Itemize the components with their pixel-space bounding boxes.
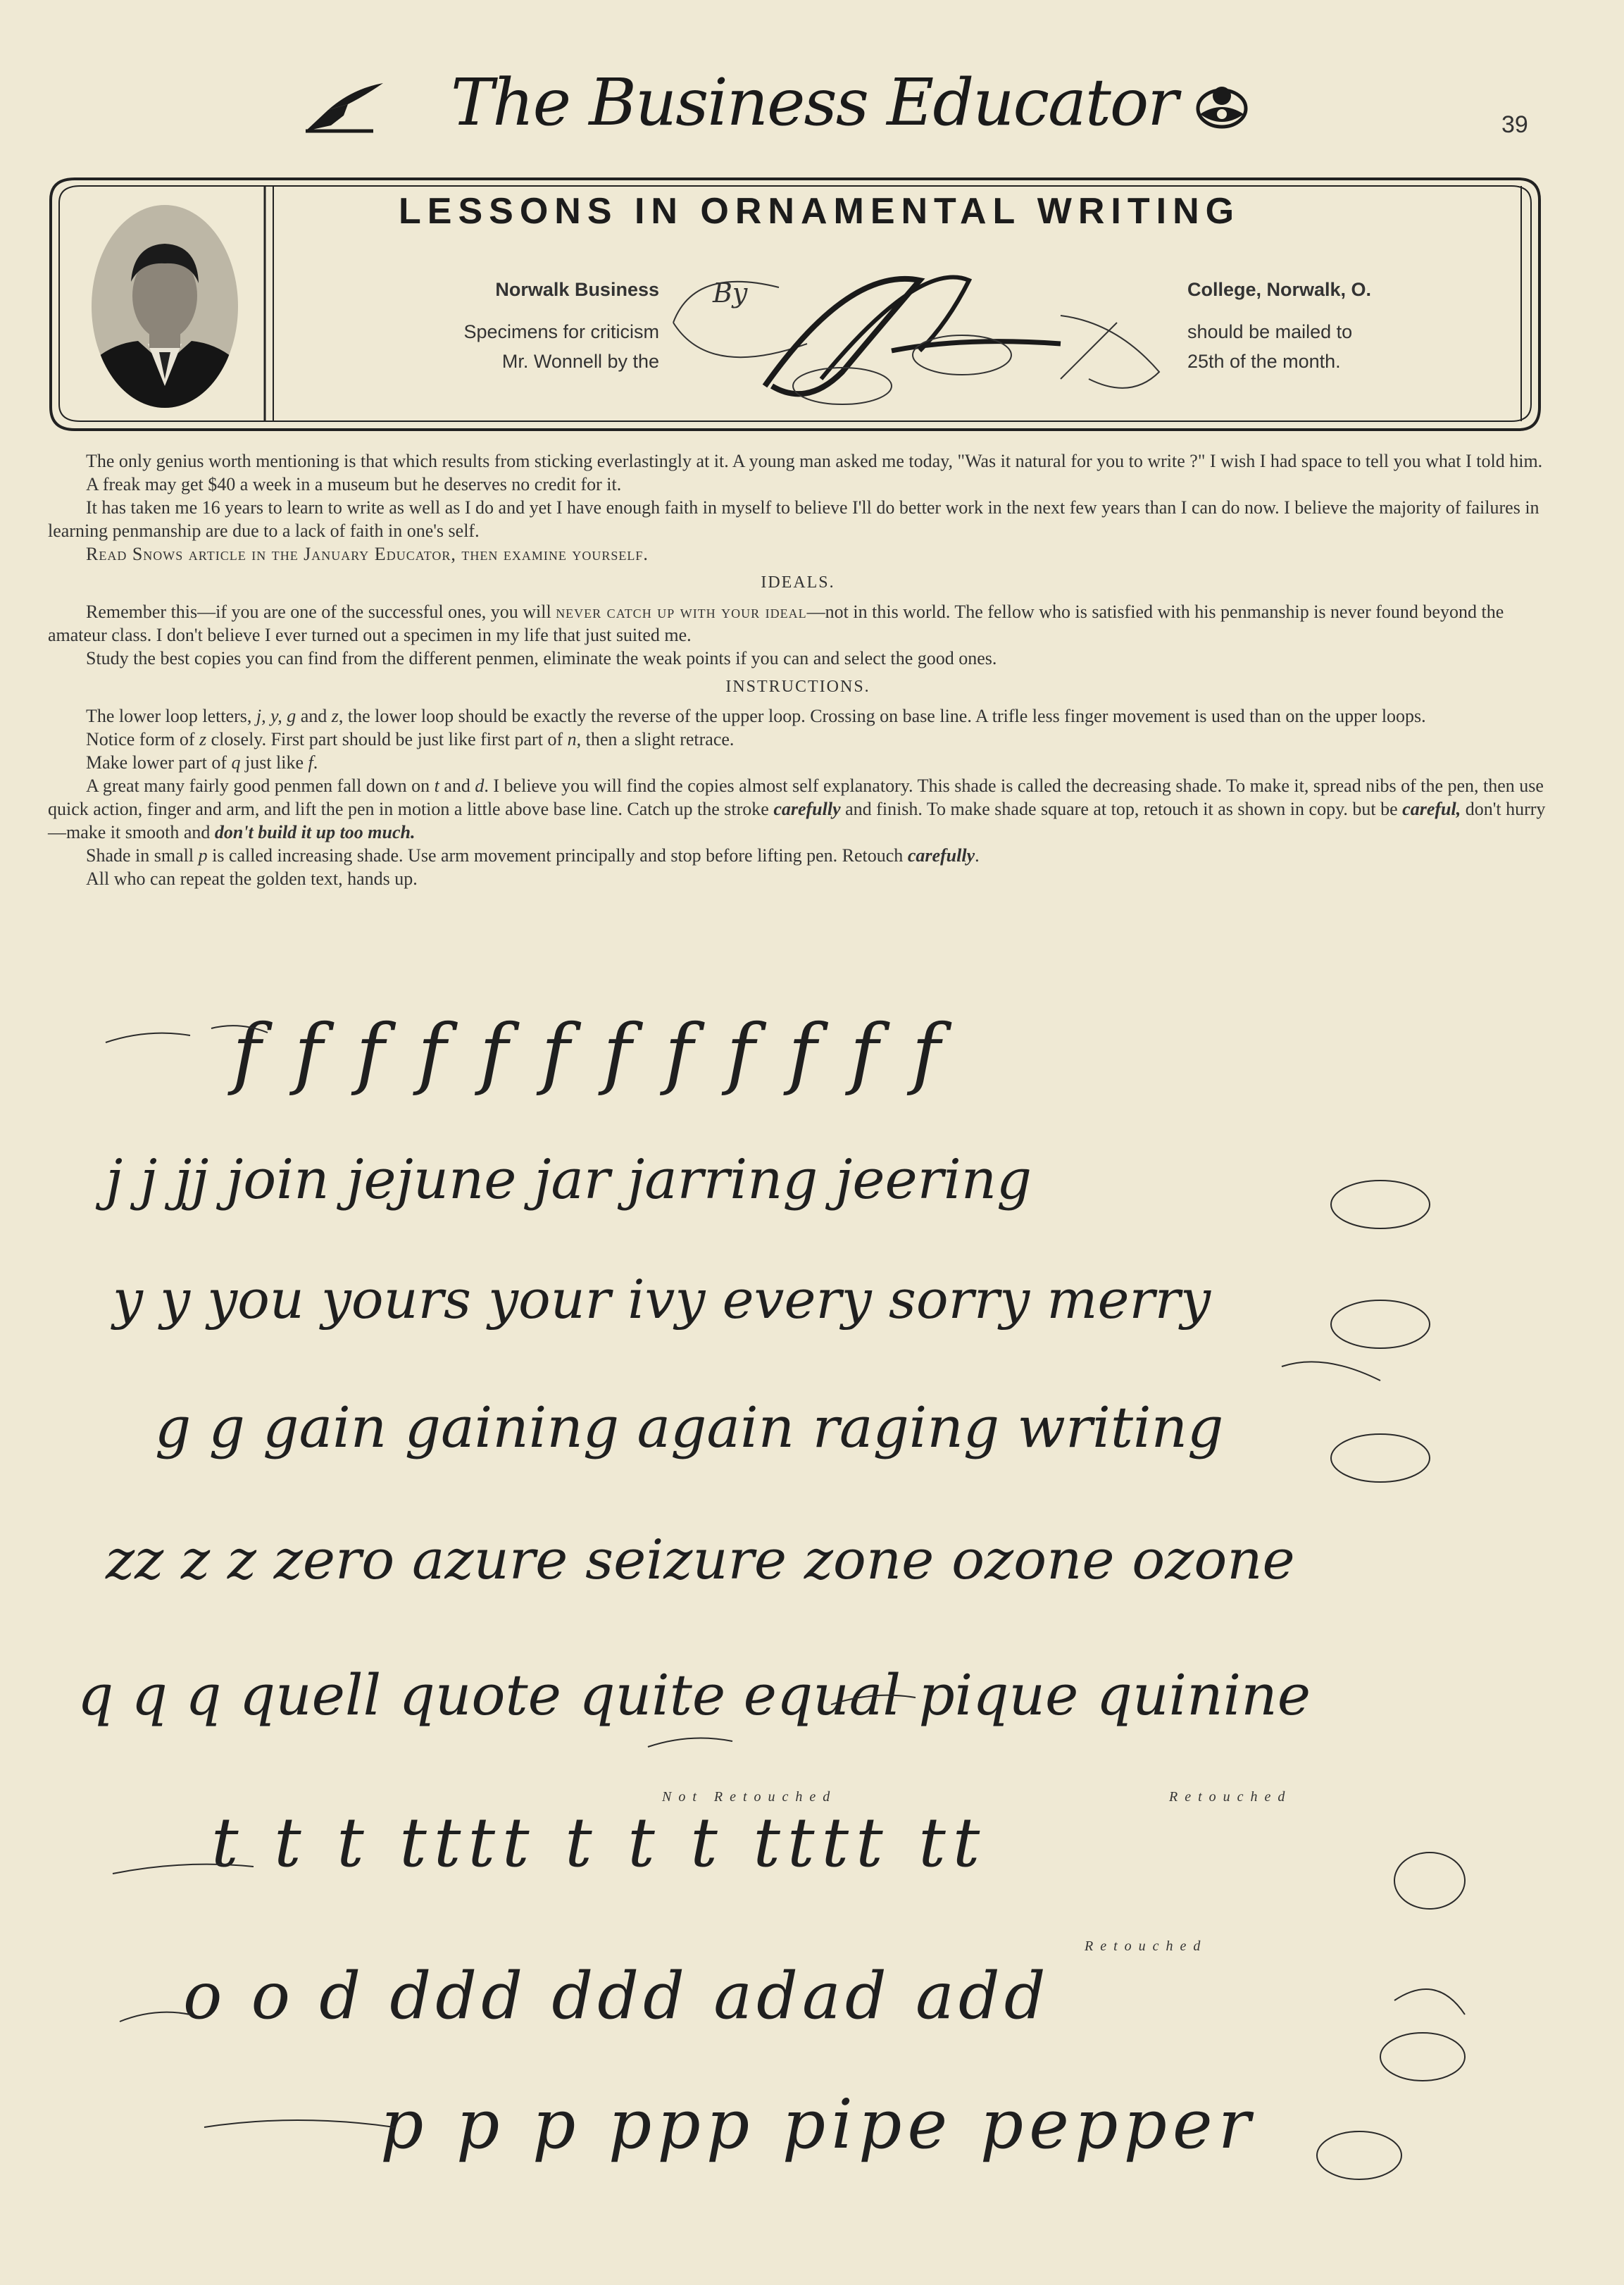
- signature-by: By: [713, 278, 748, 309]
- section-heading-ideals: IDEALS.: [761, 573, 835, 592]
- section-heading-instructions: INSTRUCTIONS.: [725, 678, 870, 696]
- paragraph: A great many fairly good penmen fall down on t and d. I believe you will find the copies almost self explanatory. This shade is called the decreasing shade. To make it, spread nibs of the pen, then use quick action, finger and arm, and lift the pen in motion a little above base line. Catch up the stroke carefully and finish. To make shade square at top, retouch it as shown in copy. but be careful, don't hurry—make it smooth and don't build it up too much.: [48, 776, 1546, 842]
- paragraph: Notice form of z closely. First part should be just like first part of n, then a slight retrace.: [86, 729, 735, 749]
- paragraph: A freak may get $40 a week in a museum but he deserves no credit for it.: [86, 474, 622, 494]
- script-flourishes: [0, 986, 1624, 2226]
- paragraph: It has taken me 16 years to learn to write as well as I do and yet I have enough faith in myself to believe I'll do better work in the next few years than I can do now. I believe the majority of failures in learning penmanship are due to a lack of faith in one's self.: [48, 497, 1539, 541]
- script-line-t: t t t tttt t t t tttt tt: [211, 1803, 987, 1882]
- quill-pen-icon: [303, 79, 387, 135]
- script-line-p: p p p ppp pipe pepper: [380, 2085, 1256, 2164]
- masthead: [0, 0, 1624, 169]
- author-portrait: [89, 203, 241, 410]
- script-line-y: y y you yours your ivy every sorry merry: [113, 1268, 1211, 1331]
- article-body: [48, 449, 1548, 890]
- paragraph: Read Snows article in the January Educator, then examine yourself.: [86, 544, 649, 564]
- script-line-j: j j jj join jejune jar jarring jeering: [106, 1148, 1032, 1212]
- header-right-text: [1187, 275, 1511, 376]
- script-line-z: zz z z zero azure seizure zone ozone ozone: [106, 1528, 1295, 1592]
- header-left-line2: Specimens for criticism: [463, 321, 659, 342]
- paragraph: Remember this—if you are one of the successful ones, you will never catch up with your ideal—not in this world. The fellow who is satisfied with his penmanship is never found beyond the amateur class. I don't believe I ever turned out a specimen in my life that just suited me.: [48, 602, 1504, 645]
- header-right-line1: College, Norwalk, O.: [1187, 279, 1372, 300]
- header-right-line2: should be mailed to: [1187, 321, 1353, 342]
- script-line-g: g g gain gaining again raging writing: [155, 1395, 1224, 1460]
- script-copy-specimens: [0, 986, 1624, 2226]
- page-number: 39: [1501, 111, 1528, 138]
- lesson-header-box: [46, 175, 1544, 437]
- header-left-line1: Norwalk Business: [495, 279, 659, 300]
- script-line-d: o o d ddd ddd adad add: [183, 1958, 1050, 2034]
- paragraph: All who can repeat the golden text, hands up.: [86, 868, 418, 889]
- header-right-line3: 25th of the month.: [1187, 351, 1341, 372]
- paragraph: Shade in small p is called increasing shade. Use arm movement principally and stop before lifting pen. Retouch carefully.: [86, 845, 980, 866]
- paragraph: The only genius worth mentioning is that which results from sticking everlastingly at it. A young man asked me today, "Was it natural for you to write ?" I wish I had space to tell you what I told him.: [86, 451, 1543, 471]
- ornament-emblem-icon: [1192, 79, 1252, 135]
- lesson-title: LESSONS IN ORNAMENTAL WRITING: [399, 191, 1241, 232]
- label-retouched: Retouched: [1085, 1938, 1208, 1954]
- header-left-text: [370, 275, 659, 376]
- label-not-retouched: Not Retouched: [662, 1789, 837, 1805]
- paragraph: The lower loop letters, j, y, g and z, the lower loop should be exactly the reverse of the upper loop. Crossing on base line. A trifle less finger movement is used than on the upper loops.: [86, 706, 1426, 726]
- script-line-f: f f f f f f f f f f f f: [232, 1007, 945, 1097]
- publication-title: The Business Educator: [451, 65, 1178, 140]
- header-left-line3: Mr. Wonnell by the: [501, 351, 659, 372]
- paragraph: Study the best copies you can find from the different penmen, eliminate the weak points if you can and select the good ones.: [86, 648, 997, 668]
- signature-flourish: [666, 238, 1230, 421]
- label-retouched: Retouched: [1169, 1789, 1292, 1805]
- signature-block: [666, 238, 1230, 421]
- paragraph: Make lower part of q just like f.: [86, 752, 318, 773]
- script-line-q: q q q quell quote quite equal pique quinine: [77, 1662, 1311, 1728]
